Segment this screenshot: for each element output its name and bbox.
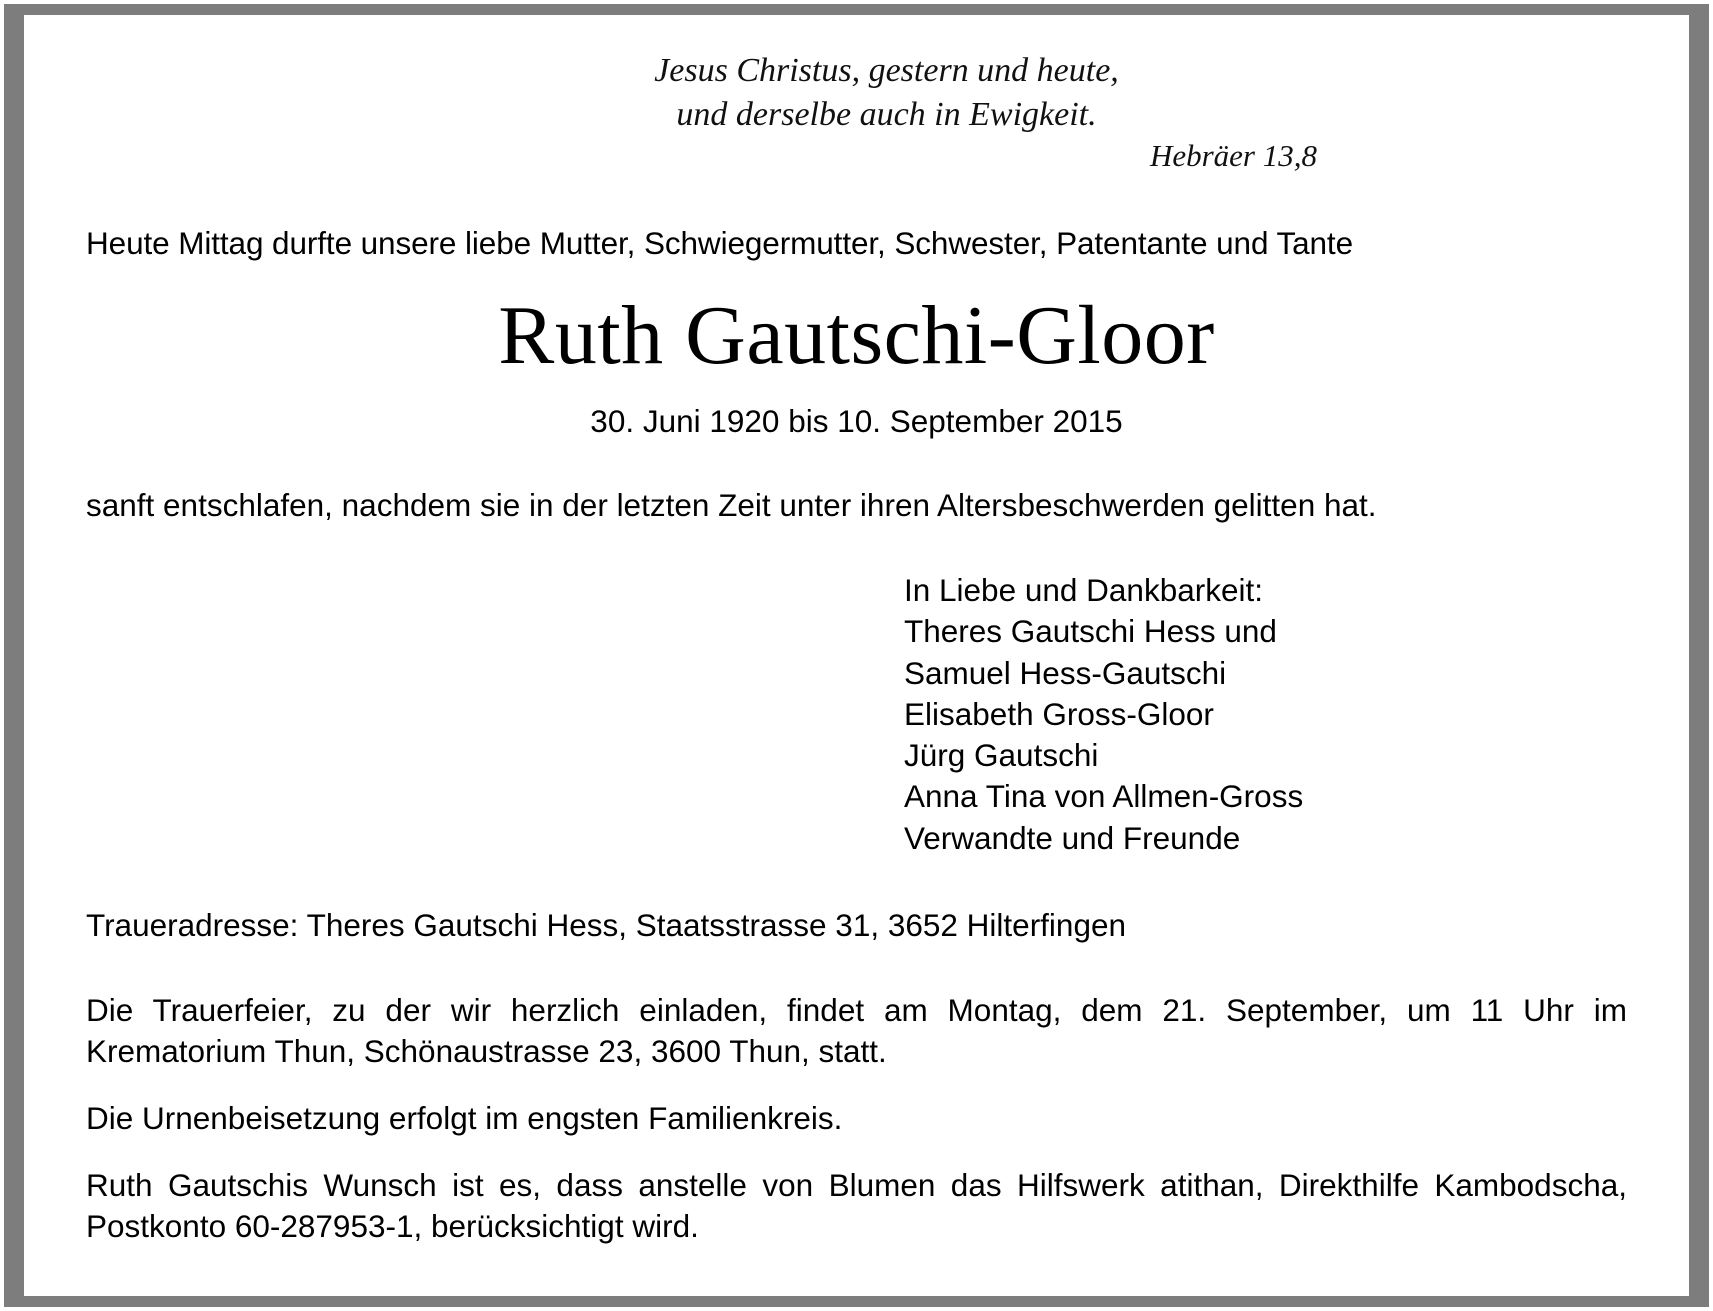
survivor-name: Verwandte und Freunde	[904, 819, 1241, 856]
survivors-heading: In Liebe und Dankbarkeit:	[904, 572, 1263, 609]
donation-request: Ruth Gautschis Wunsch ist es, dass anstelle von Blumen das Hilfswerk atithan, Direkthilfe Kambodscha, Postkonto 60-287953-1, berücksichtigt wird.	[86, 1166, 1627, 1244]
survivor-name: Samuel Hess-Gautschi	[904, 654, 1227, 691]
verse-line-1: Jesus Christus, gestern und heute,	[654, 52, 1119, 89]
life-dates: 30. Juni 1920 bis 10. September 2015	[590, 402, 1123, 439]
survivor-name: Jürg Gautschi	[904, 737, 1099, 774]
mourning-frame-outer	[4, 4, 1709, 1307]
verse-line-2: und derselbe auch in Ewigkeit.	[676, 95, 1097, 133]
intro-text: Heute Mittag durfte unsere liebe Mutter, Schwiegermutter, Schwester, Patentante und Tante	[86, 224, 1354, 261]
survivor-name: Elisabeth Gross-Gloor	[904, 695, 1214, 732]
mourning-frame-inner	[24, 15, 1689, 1296]
survivor-name: Anna Tina von Allmen-Gross	[904, 778, 1304, 815]
survivor-name: Theres Gautschi Hess und	[904, 613, 1277, 650]
burial-note: Die Urnenbeisetzung erfolgt im engsten Familienkreis.	[86, 1099, 843, 1136]
ceremony-details: Die Trauerfeier, zu der wir herzlich einladen, findet am Montag, dem 21. September, um 11 Uhr im Krematorium Thun, Schönaustrasse 23, 3600 Thun, statt.	[86, 991, 1627, 1069]
deceased-name: Ruth Gautschi-Gloor	[498, 289, 1215, 383]
obituary-content	[24, 15, 1689, 1296]
mourning-address: Traueradresse: Theres Gautschi Hess, Staatsstrasse 31, 3652 Hilterfingen	[86, 906, 1127, 943]
passing-text: sanft entschlafen, nachdem sie in der letzten Zeit unter ihren Altersbeschwerden gelitten hat.	[86, 486, 1377, 523]
bible-verse	[86, 49, 1627, 176]
verse-reference: Hebräer 13,8	[1149, 138, 1317, 174]
survivors-block	[904, 570, 1627, 859]
